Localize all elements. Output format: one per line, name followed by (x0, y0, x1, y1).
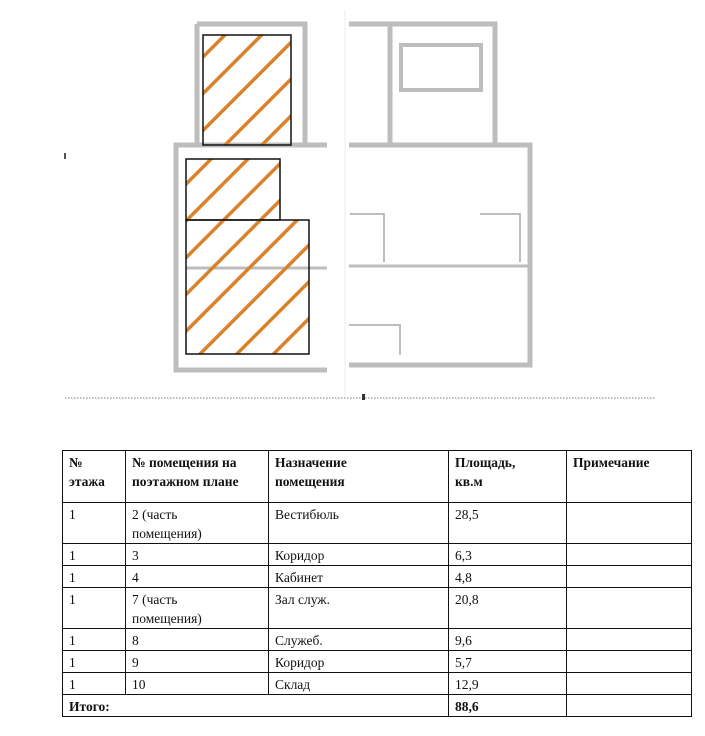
table-header-row (63, 451, 692, 503)
table-row (63, 588, 692, 629)
total-area: 88,6 (449, 695, 567, 717)
header-note: Примечание (567, 451, 692, 503)
total-label: Итого: (63, 695, 449, 717)
table-row (63, 566, 692, 588)
hatched-area-room-2 (203, 35, 291, 145)
cell-note (567, 651, 692, 673)
header-area: Площадь, кв.м (449, 451, 567, 503)
header-room-number: № помещения на поэтажном плане (126, 451, 269, 503)
table-total-row (63, 695, 692, 717)
table-row (63, 673, 692, 695)
cell-room: 8 (126, 629, 269, 651)
cell-note (567, 673, 692, 695)
cell-floor: 1 (63, 673, 126, 695)
cell-area: 9,6 (449, 629, 567, 651)
hatched-area-room-7 (186, 220, 309, 354)
cell-area: 5,7 (449, 651, 567, 673)
cell-note (567, 566, 692, 588)
cell-area: 6,3 (449, 544, 567, 566)
cell-room: 9 (126, 651, 269, 673)
margin-mark (64, 153, 66, 159)
table-row (63, 651, 692, 673)
total-note (567, 695, 692, 717)
hatched-area-room-3 (186, 159, 280, 220)
table-row (63, 544, 692, 566)
cell-area: 28,5 (449, 503, 567, 544)
cell-note (567, 629, 692, 651)
cell-purpose: Кабинет (269, 566, 449, 588)
header-floor: № этажа (63, 451, 126, 503)
cell-room: 3 (126, 544, 269, 566)
cell-purpose: Служеб. (269, 629, 449, 651)
cell-floor: 1 (63, 651, 126, 673)
cell-floor: 1 (63, 629, 126, 651)
cell-room: 2 (часть помещения) (126, 503, 269, 544)
cell-purpose: Зал служ. (269, 588, 449, 629)
cell-purpose: Склад (269, 673, 449, 695)
cell-note (567, 503, 692, 544)
center-mark (362, 394, 365, 400)
cell-purpose: Коридор (269, 544, 449, 566)
table-row (63, 503, 692, 544)
cell-floor: 1 (63, 566, 126, 588)
cell-floor: 1 (63, 503, 126, 544)
cell-room: 4 (126, 566, 269, 588)
cell-floor: 1 (63, 544, 126, 566)
table-row (63, 629, 692, 651)
cell-purpose: Коридор (269, 651, 449, 673)
cell-note (567, 588, 692, 629)
cell-floor: 1 (63, 588, 126, 629)
cell-area: 4,8 (449, 566, 567, 588)
cell-purpose: Вестибюль (269, 503, 449, 544)
cell-room: 10 (126, 673, 269, 695)
cell-note (567, 544, 692, 566)
cell-area: 20,8 (449, 588, 567, 629)
header-purpose: Назначение помещения (269, 451, 449, 503)
cell-area: 12,9 (449, 673, 567, 695)
rooms-table (62, 450, 692, 717)
cell-room: 7 (часть помещения) (126, 588, 269, 629)
